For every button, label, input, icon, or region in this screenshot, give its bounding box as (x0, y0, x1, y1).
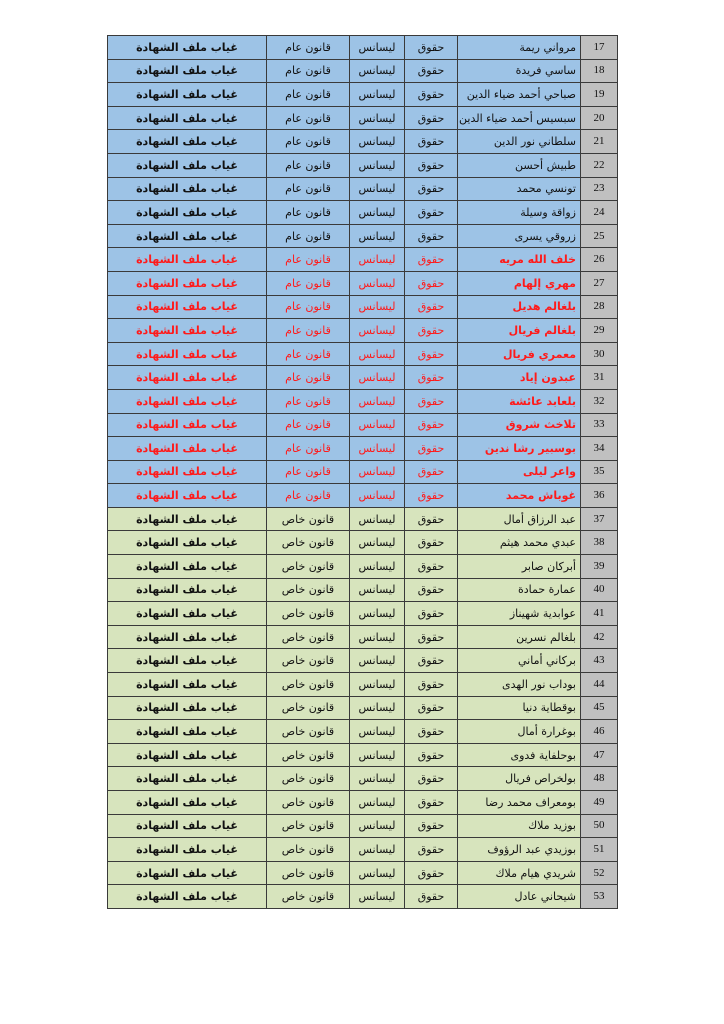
row-number-cell: 35 (581, 460, 618, 484)
student-name-cell: غوباش محمد (458, 484, 581, 508)
row-number-cell: 30 (581, 342, 618, 366)
department-cell: حقوق (405, 602, 458, 626)
department-cell: حقوق (405, 696, 458, 720)
status-cell: غياب ملف الشهادة (108, 555, 267, 579)
degree-cell: ليسانس (350, 130, 405, 154)
specialization-cell: قانون خاص (267, 625, 350, 649)
table-row (108, 507, 618, 531)
status-cell: غياب ملف الشهادة (108, 791, 267, 815)
row-number-cell: 43 (581, 649, 618, 673)
status-cell: غياب ملف الشهادة (108, 578, 267, 602)
department-cell: حقوق (405, 389, 458, 413)
table-row (108, 578, 618, 602)
student-name-cell: بولخراص فريال (458, 767, 581, 791)
department-cell: حقوق (405, 767, 458, 791)
student-name-cell: عبدي محمد هيثم (458, 531, 581, 555)
specialization-cell: قانون عام (267, 83, 350, 107)
specialization-cell: قانون عام (267, 201, 350, 225)
student-name-cell: بوزيد ملاك (458, 814, 581, 838)
row-number-cell: 31 (581, 366, 618, 390)
row-number-cell: 25 (581, 224, 618, 248)
row-number-cell: 22 (581, 153, 618, 177)
department-cell: حقوق (405, 649, 458, 673)
student-roster-table (107, 35, 618, 909)
specialization-cell: قانون خاص (267, 507, 350, 531)
student-name-cell: خلف الله مريه (458, 248, 581, 272)
department-cell: حقوق (405, 460, 458, 484)
row-number-cell: 18 (581, 59, 618, 83)
status-cell: غياب ملف الشهادة (108, 366, 267, 390)
row-number-cell: 34 (581, 437, 618, 461)
specialization-cell: قانون خاص (267, 743, 350, 767)
status-cell: غياب ملف الشهادة (108, 484, 267, 508)
status-cell: غياب ملف الشهادة (108, 507, 267, 531)
row-number-cell: 40 (581, 578, 618, 602)
student-name-cell: عمارة حمادة (458, 578, 581, 602)
department-cell: حقوق (405, 484, 458, 508)
department-cell: حقوق (405, 153, 458, 177)
status-cell: غياب ملف الشهادة (108, 413, 267, 437)
degree-cell: ليسانس (350, 791, 405, 815)
department-cell: حقوق (405, 437, 458, 461)
specialization-cell: قانون خاص (267, 720, 350, 744)
department-cell: حقوق (405, 507, 458, 531)
status-cell: غياب ملف الشهادة (108, 743, 267, 767)
row-number-cell: 49 (581, 791, 618, 815)
status-cell: غياب ملف الشهادة (108, 460, 267, 484)
degree-cell: ليسانس (350, 696, 405, 720)
degree-cell: ليسانس (350, 885, 405, 909)
table-row (108, 838, 618, 862)
status-cell: غياب ملف الشهادة (108, 885, 267, 909)
student-name-cell: بركاني أماني (458, 649, 581, 673)
student-name-cell: تونسي محمد (458, 177, 581, 201)
department-cell: حقوق (405, 271, 458, 295)
status-cell: غياب ملف الشهادة (108, 248, 267, 272)
table-row (108, 83, 618, 107)
table-row (108, 342, 618, 366)
row-number-cell: 23 (581, 177, 618, 201)
degree-cell: ليسانس (350, 413, 405, 437)
specialization-cell: قانون خاص (267, 791, 350, 815)
specialization-cell: قانون خاص (267, 649, 350, 673)
status-cell: غياب ملف الشهادة (108, 36, 267, 60)
degree-cell: ليسانس (350, 625, 405, 649)
status-cell: غياب ملف الشهادة (108, 224, 267, 248)
status-cell: غياب ملف الشهادة (108, 531, 267, 555)
row-number-cell: 21 (581, 130, 618, 154)
student-name-cell: بلغالم هديل (458, 295, 581, 319)
degree-cell: ليسانس (350, 59, 405, 83)
table-row (108, 413, 618, 437)
student-name-cell: بوداب نور الهدى (458, 673, 581, 697)
specialization-cell: قانون عام (267, 177, 350, 201)
specialization-cell: قانون خاص (267, 861, 350, 885)
student-name-cell: صباحي أحمد ضياء الدين (458, 83, 581, 107)
row-number-cell: 52 (581, 861, 618, 885)
table-row (108, 248, 618, 272)
status-cell: غياب ملف الشهادة (108, 437, 267, 461)
specialization-cell: قانون عام (267, 224, 350, 248)
table-row (108, 319, 618, 343)
table-row (108, 625, 618, 649)
student-name-cell: بوسبير رشا ندين (458, 437, 581, 461)
row-number-cell: 33 (581, 413, 618, 437)
department-cell: حقوق (405, 531, 458, 555)
status-cell: غياب ملف الشهادة (108, 130, 267, 154)
degree-cell: ليسانس (350, 366, 405, 390)
student-name-cell: عبد الرزاق أمال (458, 507, 581, 531)
table-row (108, 224, 618, 248)
specialization-cell: قانون خاص (267, 602, 350, 626)
status-cell: غياب ملف الشهادة (108, 389, 267, 413)
degree-cell: ليسانس (350, 83, 405, 107)
student-name-cell: ساسي فريدة (458, 59, 581, 83)
status-cell: غياب ملف الشهادة (108, 814, 267, 838)
table-row (108, 271, 618, 295)
student-name-cell: سلطاني نور الدين (458, 130, 581, 154)
status-cell: غياب ملف الشهادة (108, 673, 267, 697)
department-cell: حقوق (405, 224, 458, 248)
row-number-cell: 27 (581, 271, 618, 295)
specialization-cell: قانون خاص (267, 814, 350, 838)
student-name-cell: شريدي هيام ملاك (458, 861, 581, 885)
row-number-cell: 39 (581, 555, 618, 579)
degree-cell: ليسانس (350, 578, 405, 602)
table-row (108, 555, 618, 579)
department-cell: حقوق (405, 555, 458, 579)
degree-cell: ليسانس (350, 153, 405, 177)
student-name-cell: مرواني ريمة (458, 36, 581, 60)
specialization-cell: قانون عام (267, 153, 350, 177)
specialization-cell: قانون عام (267, 366, 350, 390)
row-number-cell: 26 (581, 248, 618, 272)
student-name-cell: تلاخث شروق (458, 413, 581, 437)
degree-cell: ليسانس (350, 224, 405, 248)
roster-body (108, 36, 618, 909)
table-row (108, 201, 618, 225)
table-row (108, 791, 618, 815)
specialization-cell: قانون عام (267, 437, 350, 461)
status-cell: غياب ملف الشهادة (108, 83, 267, 107)
specialization-cell: قانون عام (267, 295, 350, 319)
department-cell: حقوق (405, 36, 458, 60)
department-cell: حقوق (405, 861, 458, 885)
student-name-cell: بوغرارة أمال (458, 720, 581, 744)
status-cell: غياب ملف الشهادة (108, 767, 267, 791)
row-number-cell: 20 (581, 106, 618, 130)
row-number-cell: 29 (581, 319, 618, 343)
table-row (108, 814, 618, 838)
table-row (108, 885, 618, 909)
row-number-cell: 45 (581, 696, 618, 720)
department-cell: حقوق (405, 625, 458, 649)
department-cell: حقوق (405, 319, 458, 343)
status-cell: غياب ملف الشهادة (108, 838, 267, 862)
student-name-cell: زواقة وسيلة (458, 201, 581, 225)
row-number-cell: 48 (581, 767, 618, 791)
row-number-cell: 41 (581, 602, 618, 626)
student-name-cell: معمري فريال (458, 342, 581, 366)
status-cell: غياب ملف الشهادة (108, 201, 267, 225)
specialization-cell: قانون خاص (267, 885, 350, 909)
specialization-cell: قانون عام (267, 319, 350, 343)
student-name-cell: واعر ليلى (458, 460, 581, 484)
table-row (108, 36, 618, 60)
student-name-cell: بوزيدي عبد الرؤوف (458, 838, 581, 862)
student-name-cell: سبسيس أحمد ضياء الدين (458, 106, 581, 130)
table-row (108, 531, 618, 555)
department-cell: حقوق (405, 791, 458, 815)
student-name-cell: عبدون إياد (458, 366, 581, 390)
department-cell: حقوق (405, 814, 458, 838)
status-cell: غياب ملف الشهادة (108, 271, 267, 295)
degree-cell: ليسانس (350, 507, 405, 531)
specialization-cell: قانون خاص (267, 531, 350, 555)
specialization-cell: قانون خاص (267, 673, 350, 697)
specialization-cell: قانون عام (267, 106, 350, 130)
student-name-cell: شيحاني عادل (458, 885, 581, 909)
status-cell: غياب ملف الشهادة (108, 319, 267, 343)
specialization-cell: قانون عام (267, 130, 350, 154)
specialization-cell: قانون عام (267, 248, 350, 272)
department-cell: حقوق (405, 720, 458, 744)
degree-cell: ليسانس (350, 437, 405, 461)
status-cell: غياب ملف الشهادة (108, 602, 267, 626)
degree-cell: ليسانس (350, 319, 405, 343)
table-row (108, 484, 618, 508)
row-number-cell: 17 (581, 36, 618, 60)
table-row (108, 295, 618, 319)
department-cell: حقوق (405, 130, 458, 154)
table-row (108, 366, 618, 390)
row-number-cell: 37 (581, 507, 618, 531)
degree-cell: ليسانس (350, 342, 405, 366)
row-number-cell: 42 (581, 625, 618, 649)
specialization-cell: قانون خاص (267, 696, 350, 720)
status-cell: غياب ملف الشهادة (108, 861, 267, 885)
student-name-cell: زروقي يسرى (458, 224, 581, 248)
degree-cell: ليسانس (350, 602, 405, 626)
department-cell: حقوق (405, 106, 458, 130)
department-cell: حقوق (405, 248, 458, 272)
specialization-cell: قانون عام (267, 342, 350, 366)
degree-cell: ليسانس (350, 484, 405, 508)
specialization-cell: قانون عام (267, 460, 350, 484)
row-number-cell: 19 (581, 83, 618, 107)
degree-cell: ليسانس (350, 460, 405, 484)
table-row (108, 649, 618, 673)
row-number-cell: 46 (581, 720, 618, 744)
degree-cell: ليسانس (350, 555, 405, 579)
degree-cell: ليسانس (350, 295, 405, 319)
specialization-cell: قانون عام (267, 413, 350, 437)
row-number-cell: 47 (581, 743, 618, 767)
degree-cell: ليسانس (350, 814, 405, 838)
specialization-cell: قانون عام (267, 59, 350, 83)
row-number-cell: 36 (581, 484, 618, 508)
degree-cell: ليسانس (350, 861, 405, 885)
table-row (108, 130, 618, 154)
row-number-cell: 50 (581, 814, 618, 838)
table-row (108, 720, 618, 744)
department-cell: حقوق (405, 413, 458, 437)
specialization-cell: قانون عام (267, 36, 350, 60)
department-cell: حقوق (405, 885, 458, 909)
student-name-cell: بلعابد عائشة (458, 389, 581, 413)
table-row (108, 437, 618, 461)
student-name-cell: طبيش أحسن (458, 153, 581, 177)
row-number-cell: 28 (581, 295, 618, 319)
department-cell: حقوق (405, 578, 458, 602)
degree-cell: ليسانس (350, 201, 405, 225)
department-cell: حقوق (405, 177, 458, 201)
degree-cell: ليسانس (350, 106, 405, 130)
table-row (108, 59, 618, 83)
status-cell: غياب ملف الشهادة (108, 177, 267, 201)
specialization-cell: قانون عام (267, 271, 350, 295)
degree-cell: ليسانس (350, 743, 405, 767)
table-row (108, 696, 618, 720)
status-cell: غياب ملف الشهادة (108, 696, 267, 720)
status-cell: غياب ملف الشهادة (108, 625, 267, 649)
degree-cell: ليسانس (350, 720, 405, 744)
specialization-cell: قانون عام (267, 484, 350, 508)
student-name-cell: بلغالم فريال (458, 319, 581, 343)
specialization-cell: قانون خاص (267, 838, 350, 862)
degree-cell: ليسانس (350, 767, 405, 791)
student-name-cell: بوقطاية دنيا (458, 696, 581, 720)
row-number-cell: 24 (581, 201, 618, 225)
department-cell: حقوق (405, 838, 458, 862)
student-name-cell: أبركان صابر (458, 555, 581, 579)
degree-cell: ليسانس (350, 838, 405, 862)
degree-cell: ليسانس (350, 389, 405, 413)
degree-cell: ليسانس (350, 177, 405, 201)
row-number-cell: 51 (581, 838, 618, 862)
student-name-cell: عوابدية شهيناز (458, 602, 581, 626)
row-number-cell: 44 (581, 673, 618, 697)
department-cell: حقوق (405, 201, 458, 225)
status-cell: غياب ملف الشهادة (108, 295, 267, 319)
status-cell: غياب ملف الشهادة (108, 153, 267, 177)
status-cell: غياب ملف الشهادة (108, 59, 267, 83)
table-row (108, 673, 618, 697)
table-row (108, 743, 618, 767)
table-row (108, 153, 618, 177)
student-name-cell: بلغالم نسرين (458, 625, 581, 649)
degree-cell: ليسانس (350, 531, 405, 555)
table-row (108, 389, 618, 413)
department-cell: حقوق (405, 342, 458, 366)
specialization-cell: قانون خاص (267, 555, 350, 579)
status-cell: غياب ملف الشهادة (108, 649, 267, 673)
row-number-cell: 38 (581, 531, 618, 555)
degree-cell: ليسانس (350, 36, 405, 60)
status-cell: غياب ملف الشهادة (108, 106, 267, 130)
table-row (108, 177, 618, 201)
student-name-cell: بوحلفاية فدوى (458, 743, 581, 767)
department-cell: حقوق (405, 366, 458, 390)
department-cell: حقوق (405, 295, 458, 319)
row-number-cell: 53 (581, 885, 618, 909)
department-cell: حقوق (405, 673, 458, 697)
degree-cell: ليسانس (350, 271, 405, 295)
table-row (108, 861, 618, 885)
student-name-cell: بومعراف محمد رضا (458, 791, 581, 815)
department-cell: حقوق (405, 743, 458, 767)
table-row (108, 460, 618, 484)
status-cell: غياب ملف الشهادة (108, 342, 267, 366)
table-row (108, 602, 618, 626)
degree-cell: ليسانس (350, 248, 405, 272)
status-cell: غياب ملف الشهادة (108, 720, 267, 744)
department-cell: حقوق (405, 59, 458, 83)
degree-cell: ليسانس (350, 649, 405, 673)
degree-cell: ليسانس (350, 673, 405, 697)
specialization-cell: قانون خاص (267, 767, 350, 791)
specialization-cell: قانون خاص (267, 578, 350, 602)
student-name-cell: مهري إلهام (458, 271, 581, 295)
department-cell: حقوق (405, 83, 458, 107)
table-row (108, 106, 618, 130)
specialization-cell: قانون عام (267, 389, 350, 413)
table-row (108, 767, 618, 791)
row-number-cell: 32 (581, 389, 618, 413)
